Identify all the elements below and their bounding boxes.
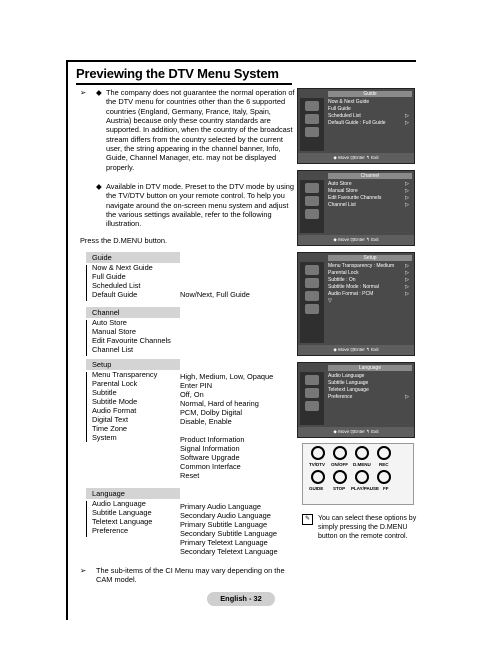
remote-label: GUIDE bbox=[309, 486, 324, 491]
remote-label: FF bbox=[383, 486, 389, 491]
menu-item: Auto Store bbox=[92, 318, 127, 327]
osd-row-label: Default Guide : Full Guide bbox=[328, 120, 386, 126]
menu-item: Edit Favourite Channels bbox=[92, 336, 171, 345]
note-pencil-icon: ✎ bbox=[302, 514, 313, 525]
tv-icon bbox=[305, 265, 319, 275]
option-value: Off, On bbox=[180, 390, 204, 399]
menu-item: Time Zone bbox=[92, 424, 128, 433]
option-value: Primary Subtitle Language bbox=[180, 520, 268, 529]
page-number: English - 32 bbox=[207, 592, 275, 606]
menu-item: Subtitle bbox=[92, 388, 117, 397]
osd-sidebar bbox=[300, 180, 324, 233]
section-header-guide: Guide bbox=[86, 252, 180, 263]
bullet-guarantee-text: The company does not guarantee the normal operation of the DTV menu for countries other than the 6 supported countries (England, Germany, France, Italy, Spain, Austria) because only these country standards are supported. In addition, when the country of the broadcast stream differs from the country selected by the current user, the string appearing in the channel banner, Info, Guide, Channel Manager, etc. may not be displayed properly. bbox=[106, 88, 295, 172]
osd-channel: Channel Auto Store ▷ Manual Store ▷ Edit Favourite Channels ▷ Channel List ▷ ◆ Move ⊡Enter ↰ Exit bbox=[297, 170, 415, 246]
note-ci-menu-text: The sub-items of the CI Menu may vary depending on the CAM model. bbox=[96, 566, 285, 585]
setup-icon bbox=[305, 209, 319, 219]
remote-button bbox=[333, 446, 347, 460]
menu-item: Digital Text bbox=[92, 415, 129, 424]
setup-icon bbox=[305, 127, 319, 137]
osd-row-label: Teletext Language bbox=[328, 387, 369, 393]
option-value: Software Upgrade bbox=[180, 453, 240, 462]
option-value: Normal, Hard of hearing bbox=[180, 399, 259, 408]
osd-row-label: Audio Language bbox=[328, 373, 365, 379]
remote-button bbox=[311, 470, 325, 484]
note-warning bbox=[80, 88, 300, 238]
osd-sidebar bbox=[300, 262, 324, 343]
option-value: Secondary Teletext Language bbox=[180, 547, 278, 556]
osd-footer: ◆ Move ⊡Enter ↰ Exit bbox=[298, 345, 414, 355]
option-value: Enter PIN bbox=[180, 381, 213, 390]
option-value: Reset bbox=[180, 471, 200, 480]
option-value: High, Medium, Low, Opaque bbox=[180, 372, 274, 381]
osd-title: Setup bbox=[328, 255, 412, 261]
osd-row-label: Preference bbox=[328, 394, 353, 400]
frame-left-rule bbox=[66, 60, 68, 620]
menu-item: Scheduled List bbox=[92, 281, 141, 290]
osd-row-label: Auto Store bbox=[328, 181, 352, 187]
title-underline bbox=[76, 83, 292, 85]
menu-item: System bbox=[92, 433, 117, 442]
remote-button bbox=[355, 470, 369, 484]
remote-label: ON/OFF bbox=[331, 462, 348, 467]
remote-label: PLAY/PAUSE bbox=[351, 486, 380, 491]
section-header-channel: Channel bbox=[86, 307, 180, 318]
input-icon bbox=[305, 114, 319, 124]
tv-icon bbox=[305, 375, 319, 385]
osd-setup: Setup Menu Transparency : Medium ▷ Parental Lock ▷ Subtitle : On ▷ Subtitle Mode : Normal ▷ Audio Format : PCM ▷ ▽ ◆ Move ⊡Enter ↰ Exit bbox=[297, 252, 415, 356]
option-value: PCM, Dolby Digital bbox=[180, 408, 243, 417]
language-icon bbox=[305, 304, 319, 314]
remote-button bbox=[333, 470, 347, 484]
osd-row-label: Edit Favourite Channels bbox=[328, 195, 382, 201]
option-value: Secondary Audio Language bbox=[180, 511, 271, 520]
remote-label: STOP bbox=[333, 486, 346, 491]
page-title: Previewing the DTV Menu System bbox=[76, 66, 279, 81]
menu-item: Teletext Language bbox=[92, 517, 153, 526]
menu-item: Now & Next Guide bbox=[92, 263, 153, 272]
menu-item: Audio Format bbox=[92, 406, 137, 415]
menu-item: Channel List bbox=[92, 345, 134, 354]
osd-row-label: Subtitle : On bbox=[328, 277, 356, 283]
diamond-icon: ◆ bbox=[96, 88, 102, 97]
osd-row-label: Full Guide bbox=[328, 106, 351, 112]
setup-icon bbox=[305, 291, 319, 301]
input-icon bbox=[305, 196, 319, 206]
remote-button bbox=[377, 470, 391, 484]
menu-item: Preference bbox=[92, 526, 129, 535]
osd-row-label: Channel List bbox=[328, 202, 356, 208]
osd-row-label: Subtitle Language bbox=[328, 380, 369, 386]
osd-guide: Guide Now & Next Guide Full Guide Scheduled List ▷ Default Guide : Full Guide ▷ ◆ Move ⊡Enter ↰ Exit bbox=[297, 88, 415, 164]
menu-item: Full Guide bbox=[92, 272, 126, 281]
osd-row-label: ▽ bbox=[328, 298, 332, 304]
note-arrow-icon: ➢ bbox=[80, 88, 87, 97]
option-value: Secondary Subtitle Language bbox=[180, 529, 277, 538]
menu-item: Subtitle Mode bbox=[92, 397, 138, 406]
remote-control-illustration bbox=[302, 443, 414, 505]
option-value: Common Interface bbox=[180, 462, 241, 471]
osd-sidebar bbox=[300, 372, 324, 425]
osd-row-label: Scheduled List bbox=[328, 113, 361, 119]
section-header-language: Language bbox=[86, 488, 180, 499]
press-instruction: Press the D.MENU button. bbox=[80, 236, 168, 245]
frame-top-rule bbox=[66, 60, 416, 62]
option-value: Primary Audio Language bbox=[180, 502, 261, 511]
option-value: Product Information bbox=[180, 435, 245, 444]
osd-title: Language bbox=[328, 365, 412, 371]
setup-icon bbox=[305, 401, 319, 411]
osd-title: Guide bbox=[328, 91, 412, 97]
osd-footer: ◆ Move ⊡Enter ↰ Exit bbox=[298, 153, 414, 163]
note-arrow-icon: ➢ bbox=[80, 566, 87, 575]
input-icon bbox=[305, 278, 319, 288]
osd-language: Language Audio Language Subtitle Language Teletext Language Preference ▷ ◆ Move ⊡Enter ↰ Exit bbox=[297, 362, 415, 438]
menu-item: Manual Store bbox=[92, 327, 136, 336]
menu-item: Parental Lock bbox=[92, 379, 138, 388]
osd-row-label: Parental Lock bbox=[328, 270, 359, 276]
remote-label: D.MENU bbox=[353, 462, 371, 467]
bullet-dtv-mode-text: Available in DTV mode. Preset to the DTV mode by using the TV/DTV button on your remote control. To help you navigate around the on-screen menu system and adjust the various settings available, refer to the following illustration. bbox=[106, 182, 295, 229]
osd-footer: ◆ Move ⊡Enter ↰ Exit bbox=[298, 427, 414, 437]
note-ci-menu bbox=[80, 566, 300, 586]
tv-icon bbox=[305, 101, 319, 111]
osd-title: Channel bbox=[328, 173, 412, 179]
osd-row-label: Audio Format : PCM bbox=[328, 291, 374, 297]
remote-button bbox=[311, 446, 325, 460]
tip-text: You can select these options by simply pressing the D.MENU button on the remote control. bbox=[318, 515, 417, 540]
menu-item: Subtitle Language bbox=[92, 508, 152, 517]
osd-sidebar bbox=[300, 98, 324, 151]
osd-row-label: Menu Transparency : Medium bbox=[328, 263, 395, 269]
input-icon bbox=[305, 388, 319, 398]
osd-row-label: Now & Next Guide bbox=[328, 99, 370, 105]
remote-button bbox=[377, 446, 391, 460]
menu-item: Audio Language bbox=[92, 499, 146, 508]
option-value: Primary Teletext Language bbox=[180, 538, 268, 547]
remote-button bbox=[355, 446, 369, 460]
option-value: Now/Next, Full Guide bbox=[180, 290, 250, 299]
option-value: Signal Information bbox=[180, 444, 240, 453]
diamond-icon: ◆ bbox=[96, 182, 102, 191]
section-header-setup: Setup bbox=[86, 359, 180, 370]
osd-row-label: Subtitle Mode : Normal bbox=[328, 284, 379, 290]
osd-row-label: Manual Store bbox=[328, 188, 358, 194]
osd-footer: ◆ Move ⊡Enter ↰ Exit bbox=[298, 235, 414, 245]
remote-label: TV/DTV bbox=[309, 462, 326, 467]
tv-icon bbox=[305, 183, 319, 193]
option-value: Disable, Enable bbox=[180, 417, 232, 426]
menu-item: Default Guide bbox=[92, 290, 138, 299]
remote-label: REC bbox=[379, 462, 389, 467]
menu-item: Menu Transparency bbox=[92, 370, 158, 379]
